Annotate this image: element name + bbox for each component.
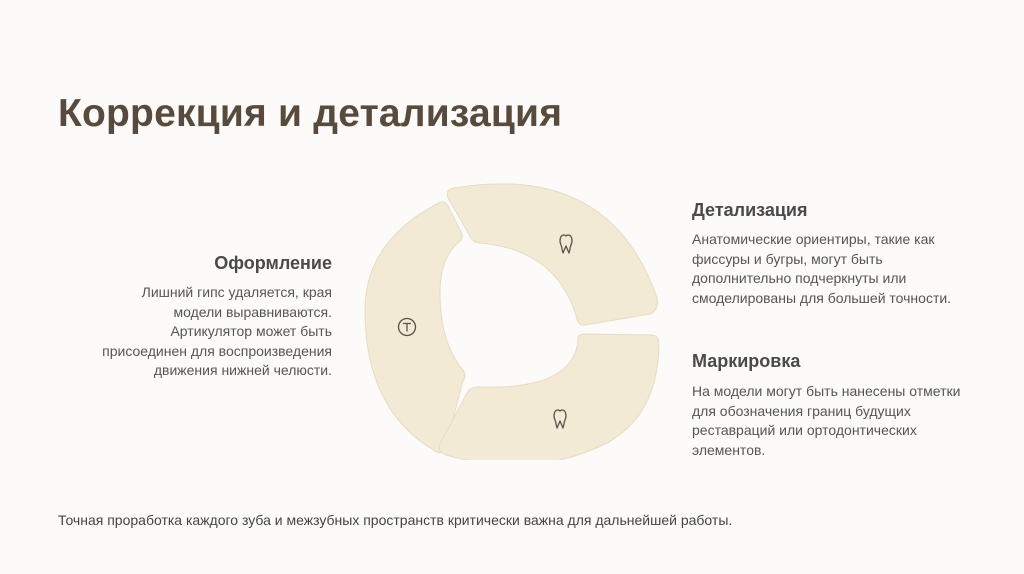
cycle-diagram <box>360 180 660 460</box>
segment-text: На модели могут быть нанесены отметки для обозначения границ будущих реставраций или ортодонтических элементов. <box>692 383 961 458</box>
segment-heading: Маркировка <box>692 351 801 371</box>
page-title: Коррекция и детализация <box>58 92 563 135</box>
segment-top-right <box>447 184 657 325</box>
footer-note: Точная проработка каждого зуба и межзубных пространств критически важна для дальнейшей работы. <box>58 512 733 528</box>
segment-heading: Детализация <box>692 200 808 220</box>
segment-text: Анатомические ориентиры, такие как фиссуры и бугры, могут быть дополнительно подчеркнуты или смоделированы для большей точности. <box>692 231 952 306</box>
segment-text: Лишний гипс удаляется, края модели выравниваются. Артикулятор может быть присоединен для воспроизведения движения нижней челюсти. <box>102 284 332 378</box>
segment-detalizatsiya-description <box>692 200 962 308</box>
segment-heading: Оформление <box>214 253 332 273</box>
segment-oformlenie-description <box>92 253 332 381</box>
segment-bottom-right <box>439 334 659 460</box>
segment-markirovka-description <box>692 351 962 460</box>
